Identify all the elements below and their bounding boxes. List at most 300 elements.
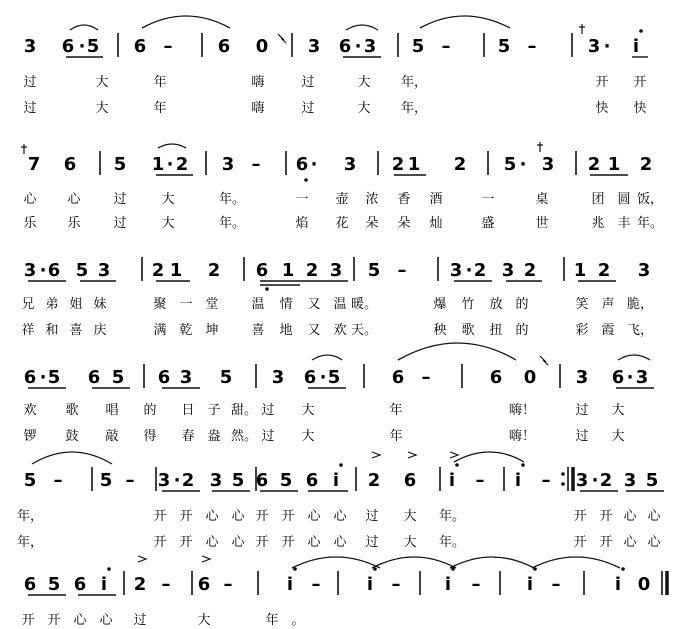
note: 3 — [209, 470, 223, 491]
lyric-syllable: 子 — [207, 403, 221, 418]
note: · — [39, 367, 47, 388]
lyric-syllable: 飞， — [626, 323, 654, 338]
note: 6 — [133, 36, 147, 57]
grace-note — [21, 144, 27, 154]
note: 3 — [307, 36, 321, 57]
lyric-syllable: 年， — [400, 101, 428, 116]
lyric-syllable: 心 — [647, 535, 661, 550]
repeat-dot — [561, 472, 565, 476]
note: 3 — [329, 260, 343, 281]
accent-mark — [450, 452, 458, 458]
note: 1 — [573, 260, 587, 281]
accent-mark — [372, 452, 380, 458]
lyric-syllable: 扭 — [489, 323, 503, 338]
slur — [398, 343, 516, 360]
slur — [532, 557, 620, 568]
slur — [312, 355, 342, 360]
note: 5 — [219, 367, 233, 388]
lyric-syllable: 开 — [179, 509, 193, 524]
note: · — [603, 36, 611, 57]
lyric-syllable: 满 — [153, 323, 167, 338]
note: 1 — [407, 154, 421, 175]
high-dot — [339, 463, 343, 467]
lyric-syllable: 开 — [21, 613, 35, 628]
lyric-syllable: 祥 — [21, 323, 35, 338]
lyric-syllable: 灿 — [429, 216, 443, 231]
lyric-syllable: 。 — [291, 613, 305, 628]
note: 6 — [403, 470, 417, 491]
lyric-syllable: 过 — [261, 403, 275, 418]
note: 0 — [255, 36, 269, 57]
note: · — [626, 367, 634, 388]
lyric-syllable: 香 — [397, 192, 411, 207]
note: 5 — [231, 470, 245, 491]
lyric-syllable: 天。 — [350, 323, 378, 338]
lyric-syllable: 锣 — [23, 429, 37, 444]
note: i — [444, 574, 452, 595]
note: – — [527, 36, 537, 57]
lyric-syllable: 霞 — [601, 323, 615, 338]
note: 2 — [599, 470, 613, 491]
high-dot — [293, 567, 297, 571]
lyric-syllable: 过 — [575, 403, 589, 418]
lyric-syllable: 欢 — [23, 403, 37, 418]
lyric-syllable: 弟 — [45, 297, 59, 312]
lyric-syllable: 过 — [23, 101, 37, 116]
note: 7 — [27, 154, 41, 175]
note: i — [100, 574, 108, 595]
lyric-syllable: 乾 — [179, 323, 193, 338]
high-dot — [621, 567, 625, 571]
lyric-syllable: 地 — [279, 323, 293, 338]
lyric-syllable: 兄 — [21, 297, 35, 312]
lyric-syllable: 年 — [389, 403, 403, 418]
lyric-syllable: 大 — [611, 429, 625, 444]
note: 5 — [47, 367, 61, 388]
note: – — [421, 367, 431, 388]
lyric-syllable: 过 — [113, 192, 127, 207]
note: 6 — [197, 574, 211, 595]
note: 2 — [207, 260, 221, 281]
note: – — [441, 36, 451, 57]
lyric-syllable: 又 — [307, 323, 321, 338]
lyric-syllable: 温 — [251, 297, 265, 312]
lyric-syllable: 开 — [255, 535, 269, 550]
lyric-syllable: 唱 — [105, 403, 119, 418]
high-dot — [107, 567, 111, 571]
lyric-syllable: 开 — [573, 535, 587, 550]
note: 6 — [217, 36, 231, 57]
lyric-syllable: 丰 — [617, 216, 631, 231]
high-dot — [373, 567, 377, 571]
lyric-syllable: 温 — [333, 297, 347, 312]
lyric-syllable: 聚 — [153, 297, 167, 312]
lyric-syllable: 开 — [599, 509, 613, 524]
note: 3 — [343, 154, 357, 175]
lyric-syllable: 一 — [481, 192, 495, 207]
lyric-syllable: 盎 — [207, 429, 221, 444]
lyric-syllable: 年 — [153, 75, 167, 90]
note: 6 — [305, 470, 319, 491]
note: – — [551, 574, 561, 595]
lyric-syllable: 情 — [279, 297, 293, 312]
lyric-syllable: 放 — [489, 297, 503, 312]
lyric-syllable: 开 — [153, 509, 167, 524]
lyric-syllable: 日 — [181, 403, 195, 418]
note: 3 — [635, 367, 649, 388]
lyric-syllable: 喜 — [251, 323, 265, 338]
lyric-syllable: 开 — [281, 535, 295, 550]
note: i — [366, 574, 374, 595]
note: 6 — [611, 367, 625, 388]
lyric-syllable: 年， — [16, 535, 44, 550]
note: 5 — [111, 367, 125, 388]
note: 1 — [281, 260, 295, 281]
lyric-syllable: 然。 — [230, 429, 258, 444]
note: 6 — [391, 367, 405, 388]
note: 5 — [75, 260, 89, 281]
note: 2 — [151, 260, 165, 281]
lyric-syllable: 春 — [181, 429, 195, 444]
lyric-syllable: 年 — [389, 429, 403, 444]
lyric-syllable: 大 — [197, 613, 211, 628]
note: 6 — [47, 260, 61, 281]
lyric-syllable: 甜。 — [230, 403, 258, 418]
note: 1 — [151, 154, 165, 175]
lyric-syllable: 过 — [575, 429, 589, 444]
lyric-syllable: 过 — [113, 216, 127, 231]
note: 3 — [221, 154, 235, 175]
lyric-syllable: 过 — [261, 429, 275, 444]
note: 3 — [575, 367, 589, 388]
lyric-syllable: 心 — [23, 192, 37, 207]
note: 6 — [295, 154, 309, 175]
grace-note — [537, 142, 543, 152]
note: i — [614, 574, 622, 595]
note: 2 — [367, 470, 381, 491]
note: 6 — [23, 367, 37, 388]
lyric-syllable: 的 — [143, 403, 157, 418]
note: – — [311, 574, 321, 595]
lyric-syllable: 开 — [595, 75, 609, 90]
note: i — [448, 470, 456, 491]
note: 2 — [305, 260, 319, 281]
lyric-syllable: 姐 — [69, 297, 83, 312]
lyric-syllable: 心 — [333, 509, 347, 524]
note: 6 — [489, 367, 503, 388]
lyric-syllable: 过 — [365, 535, 379, 550]
note: – — [391, 574, 401, 595]
note: 6 — [63, 154, 77, 175]
lyric-syllable: 和 — [45, 323, 59, 338]
lyric-syllable: 过 — [365, 509, 379, 524]
lyric-syllable: 酒 — [429, 192, 443, 207]
high-dot — [639, 29, 643, 33]
note: 5 — [411, 36, 425, 57]
lyric-syllable: 庆 — [93, 323, 107, 338]
lyric-syllable: 大 — [357, 75, 371, 90]
lyric-syllable: 开 — [633, 75, 647, 90]
note: 2 — [597, 260, 611, 281]
lyric-syllable: 开 — [281, 509, 295, 524]
lyric-syllable: 开 — [179, 535, 193, 550]
note: 3 — [541, 154, 555, 175]
note: 2 — [133, 574, 147, 595]
accent-mark — [202, 556, 210, 562]
note: 3 — [623, 470, 637, 491]
lyric-syllable: 年。 — [636, 216, 664, 231]
lyric-syllable: 过 — [23, 75, 37, 90]
note: 1 — [169, 260, 183, 281]
note: · — [465, 260, 473, 281]
note: 5 — [645, 470, 659, 491]
slur — [158, 144, 186, 148]
lyric-syllable: 坤 — [205, 323, 219, 338]
note: 1 — [607, 154, 621, 175]
lyric-syllable: 乐 — [23, 216, 37, 231]
lyric-syllable: 大 — [611, 403, 625, 418]
lyric-syllable: 快 — [633, 101, 647, 116]
lyric-syllable: 嗨！ — [508, 429, 536, 444]
note: · — [39, 260, 47, 281]
lyric-syllable: 彩 — [575, 323, 589, 338]
note: i — [286, 574, 294, 595]
grace-note — [540, 356, 548, 365]
lyric-syllable: 心 — [307, 509, 321, 524]
slur — [70, 25, 98, 30]
lyric-syllable: 心 — [67, 192, 81, 207]
note: 2 — [639, 154, 653, 175]
lyric-syllable: 爆 — [433, 297, 447, 312]
note: 0 — [637, 574, 651, 595]
lyric-syllable: 心 — [231, 509, 245, 524]
note: 5 — [503, 154, 517, 175]
grace-note — [579, 24, 585, 34]
lyric-syllable: 年 — [153, 101, 167, 116]
lyric-syllable: 壶 — [335, 192, 349, 207]
note: – — [125, 470, 135, 491]
note: 6 — [87, 367, 101, 388]
lyric-syllable: 大 — [357, 101, 371, 116]
note: 5 — [497, 36, 511, 57]
note: i — [332, 470, 340, 491]
slur — [142, 16, 230, 28]
lyric-syllable: 歌 — [461, 323, 475, 338]
note: 3 — [501, 260, 515, 281]
note: – — [161, 574, 171, 595]
lyric-syllable: 开 — [573, 509, 587, 524]
high-dot — [455, 463, 459, 467]
note: 0 — [523, 367, 537, 388]
note: i — [514, 470, 522, 491]
lyric-syllable: 心 — [647, 509, 661, 524]
note: 6 — [23, 574, 37, 595]
lyric-syllable: 开 — [47, 613, 61, 628]
lyric-syllable: 过 — [133, 613, 147, 628]
note: 2 — [473, 260, 487, 281]
lyric-syllable: 心 — [205, 509, 219, 524]
note: 5 — [113, 154, 127, 175]
note: 3 — [97, 260, 111, 281]
high-dot — [533, 567, 537, 571]
note: 2 — [587, 154, 601, 175]
lyric-syllable: 秧 — [433, 323, 447, 338]
note: 5 — [279, 470, 293, 491]
lyric-syllable: 心 — [205, 535, 219, 550]
note: 6 — [255, 260, 269, 281]
lyric-syllable: 大 — [161, 192, 175, 207]
note: 2 — [175, 154, 189, 175]
high-dot — [451, 567, 455, 571]
note: 5 — [367, 260, 381, 281]
lyric-syllable: 大 — [161, 216, 175, 231]
slur — [420, 16, 510, 28]
lyric-syllable: 心 — [623, 509, 637, 524]
lyric-syllable: 快 — [595, 101, 609, 116]
lyric-syllable: 心 — [307, 535, 321, 550]
note: · — [310, 154, 318, 175]
lyric-syllable: 开 — [153, 535, 167, 550]
note: 6 — [303, 367, 317, 388]
lyric-syllable: 竹 — [461, 297, 475, 312]
lyric-syllable: 兆 — [591, 216, 605, 231]
note: 3 — [637, 260, 651, 281]
note: 3 — [575, 470, 589, 491]
note: 3 — [271, 367, 285, 388]
lyric-syllable: 团 — [591, 192, 605, 207]
lyric-syllable: 歌 — [65, 403, 79, 418]
lyric-syllable: 声 — [601, 297, 615, 312]
note: · — [173, 470, 181, 491]
lyric-syllable: 大 — [403, 509, 417, 524]
lyric-syllable: 大 — [403, 535, 417, 550]
note: · — [519, 154, 527, 175]
note: 5 — [99, 470, 113, 491]
note: · — [166, 154, 174, 175]
note: – — [475, 470, 485, 491]
high-dot — [521, 463, 525, 467]
slur — [454, 452, 524, 462]
lyric-syllable: 朵 — [365, 216, 379, 231]
lyric-syllable: 大 — [95, 75, 109, 90]
lyric-syllable: 心 — [333, 535, 347, 550]
lyric-syllable: 的 — [515, 323, 529, 338]
grace-note — [278, 34, 286, 43]
lyric-syllable: 妹 — [93, 297, 107, 312]
lyric-syllable: 开 — [599, 535, 613, 550]
note: 3 — [157, 470, 171, 491]
note: 5 — [86, 36, 100, 57]
lyric-syllable: 年。 — [218, 192, 246, 207]
accent-mark — [408, 452, 416, 458]
accent-mark — [138, 556, 146, 562]
lyric-syllable: 欢 — [333, 323, 347, 338]
lyric-syllable: 年， — [16, 509, 44, 524]
slur — [372, 557, 456, 568]
note: 2 — [181, 470, 195, 491]
low-dot — [265, 287, 269, 291]
note: – — [223, 574, 233, 595]
note: – — [541, 470, 551, 491]
lyric-syllable: 圆 — [617, 192, 631, 207]
lyric-syllable: 过 — [301, 101, 315, 116]
lyric-syllable: 焰 — [295, 216, 309, 231]
lyric-syllable: 乐 — [67, 216, 81, 231]
note: – — [53, 470, 63, 491]
note: 6 — [61, 36, 75, 57]
note: · — [591, 470, 599, 491]
note: 3 — [23, 260, 37, 281]
note: · — [354, 36, 362, 57]
lyric-syllable: 心 — [623, 535, 637, 550]
lyric-syllable: 堂 — [205, 297, 219, 312]
note: – — [397, 260, 407, 281]
lyric-syllable: 鼓 — [65, 429, 79, 444]
note: · — [78, 36, 86, 57]
note: 3 — [363, 36, 377, 57]
lyric-syllable: 一 — [179, 297, 193, 312]
note: – — [163, 36, 173, 57]
lyric-syllable: 朵 — [397, 216, 411, 231]
lyric-syllable: 暖。 — [350, 297, 378, 312]
slur — [450, 557, 534, 568]
note: 5 — [47, 574, 61, 595]
lyric-syllable: 敲 — [105, 429, 119, 444]
lyric-syllable: 嗨！ — [508, 403, 536, 418]
slur — [618, 355, 650, 360]
lyric-syllable: 年。 — [438, 509, 466, 524]
note: i — [632, 36, 640, 57]
lyric-syllable: 桌 — [535, 192, 549, 207]
lyric-syllable: 花 — [335, 216, 349, 231]
note: 2 — [523, 260, 537, 281]
slur — [346, 25, 378, 30]
note: 3 — [587, 36, 601, 57]
note: 2 — [453, 154, 467, 175]
slur — [292, 557, 380, 568]
note: 5 — [23, 470, 37, 491]
lyric-syllable: 盛 — [481, 216, 495, 231]
note: 3 — [23, 36, 37, 57]
lyric-syllable: 脆， — [626, 297, 654, 312]
note: 3 — [449, 260, 463, 281]
repeat-dot — [561, 482, 565, 486]
lyric-syllable: 开 — [255, 509, 269, 524]
lyric-syllable: 大 — [95, 101, 109, 116]
lyric-syllable: 过 — [301, 75, 315, 90]
lyric-syllable: 得 — [143, 429, 157, 444]
lyric-syllable: 心 — [231, 535, 245, 550]
lyric-syllable: 心 — [73, 613, 87, 628]
low-dot — [304, 178, 308, 182]
lyric-syllable: 又 — [307, 297, 321, 312]
note: – — [251, 154, 261, 175]
lyric-syllable: 年， — [400, 75, 428, 90]
note: 2 — [391, 154, 405, 175]
lyric-syllable: 嗨 — [251, 101, 265, 116]
lyric-syllable: 嗨 — [251, 75, 265, 90]
note: 6 — [338, 36, 352, 57]
lyric-syllable: 年。 — [438, 535, 466, 550]
lyric-syllable: 浓 — [365, 192, 379, 207]
note: · — [319, 367, 327, 388]
lyric-syllable: 年。 — [218, 216, 246, 231]
lyric-syllable: 心 — [99, 613, 113, 628]
lyric-syllable: 年 — [265, 613, 279, 628]
lyric-syllable: 大 — [301, 403, 315, 418]
lyric-syllable: 喜 — [69, 323, 83, 338]
note: i — [526, 574, 534, 595]
